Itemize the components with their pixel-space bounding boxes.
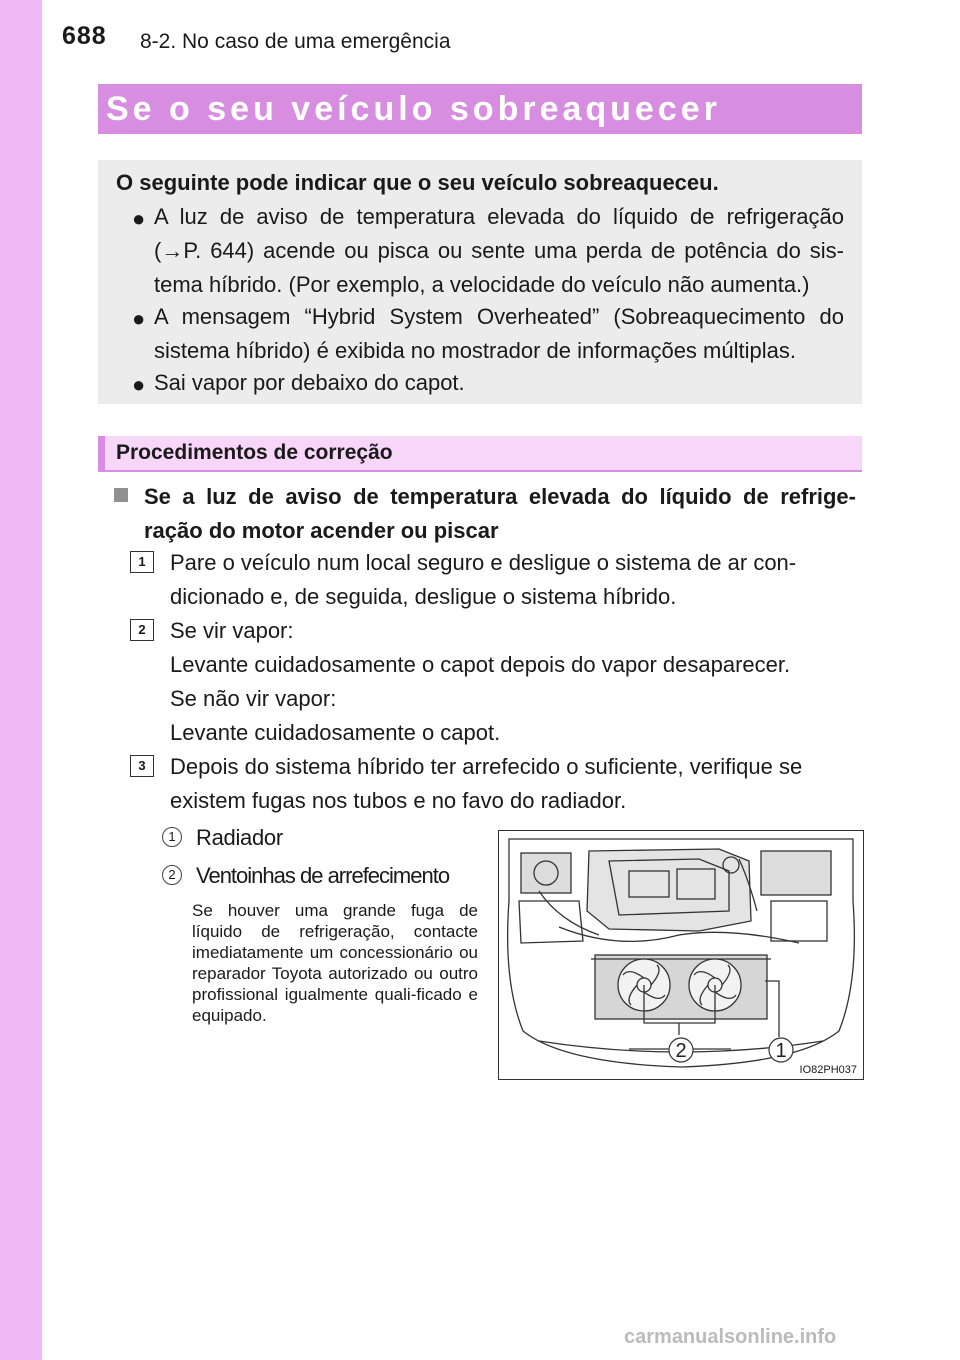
note-text: Se houver uma grande fuga de líquido de refrigeração, contacte imediatamente um concessionário ou reparador Toyota autorizado ou outro profissional igualmente quali-ficado e equipado. bbox=[192, 901, 478, 1025]
bullet-dot: ● bbox=[132, 206, 146, 231]
bullet-text: A luz de aviso de temperatura elevada do líquido de refrigeração (→P. 644) acende ou pisca ou sente uma perda de potência do sis- tema híbrido. (Por exemplo, a velocidade do veículo não aumenta.) bbox=[154, 204, 844, 297]
bullet-dot: ● bbox=[132, 372, 146, 397]
procedures-header bbox=[98, 436, 862, 472]
part-label-cooling-fans: Ventoinhas de arrefecimento bbox=[196, 863, 450, 888]
bullet-text: Sai vapor por debaixo do capot. bbox=[154, 370, 465, 395]
info-box bbox=[98, 160, 862, 404]
engine-bay-illustration bbox=[499, 831, 863, 1079]
step-number-3: 3 bbox=[130, 755, 154, 777]
watermark: carmanualsonline.info bbox=[624, 1326, 837, 1348]
page-number: 688 bbox=[62, 22, 107, 50]
step-text-2-extra: Se não vir vapor: Levante cuidadosamente o capot. bbox=[170, 686, 501, 745]
part-label-radiator: Radiador bbox=[196, 825, 283, 850]
square-bullet-icon bbox=[114, 488, 128, 502]
callout-1: 1 bbox=[775, 1040, 787, 1062]
bullet-dot: ● bbox=[132, 306, 146, 331]
engine-bay-figure bbox=[498, 830, 864, 1080]
callout-2: 2 bbox=[675, 1040, 687, 1062]
step-text-2: Se vir vapor: Levante cuidadosamente o capot depois do vapor desaparecer. bbox=[170, 618, 791, 677]
step-text-1: Pare o veículo num local seguro e desligue o sistema de ar con- dicionado e, de seguida, desligue o sistema híbrido. bbox=[170, 550, 797, 609]
step-number-1: 1 bbox=[130, 551, 154, 573]
section-header: 8-2. No caso de uma emergência bbox=[140, 30, 451, 53]
step-text-3: Depois do sistema híbrido ter arrefecido o suficiente, verifique se existem fugas nos tubos e no favo do radiador. bbox=[170, 754, 803, 813]
part-number-2: 2 bbox=[162, 865, 182, 885]
side-tab-bar bbox=[0, 0, 42, 1360]
procedures-title: Procedimentos de correção bbox=[116, 441, 393, 464]
figure-code: IO82PH037 bbox=[799, 1064, 857, 1076]
step-number-2: 2 bbox=[130, 619, 154, 641]
info-intro: O seguinte pode indicar que o seu veículo sobreaqueceu. bbox=[116, 170, 719, 195]
main-title: Se o seu veículo sobreaquecer bbox=[106, 90, 721, 128]
part-number-1: 1 bbox=[162, 827, 182, 847]
main-title-bar bbox=[98, 84, 862, 134]
bullet-text: A mensagem “Hybrid System Overheated” (Sobreaquecimento do sistema híbrido) é exibida no mostrador de informações múltiplas. bbox=[154, 304, 844, 363]
procedure-subheading: Se a luz de aviso de temperatura elevada do líquido de refrige- ração do motor acender ou piscar bbox=[144, 484, 856, 543]
